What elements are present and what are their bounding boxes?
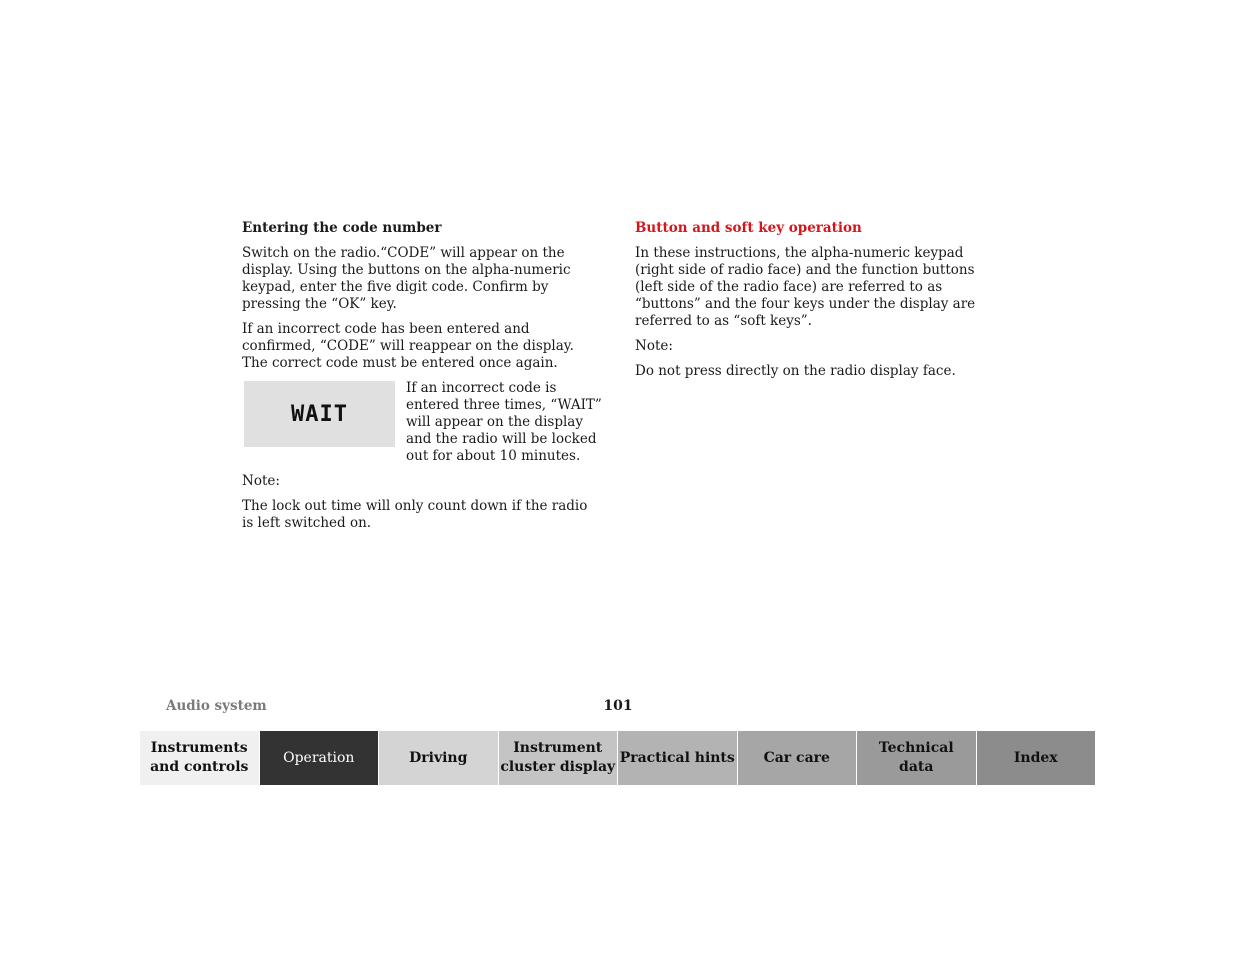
wait-description: If an incorrect code is entered three times, “WAIT” will appear on the display and the radio will be locked out for about 10 minutes.	[406, 380, 602, 464]
tab-practical-hints[interactable]: Practical hints	[618, 731, 738, 785]
tab-instruments-and-controls[interactable]: Instruments and controls	[140, 731, 260, 785]
chapter-tab-bar	[140, 731, 1095, 785]
display-face-note: Do not press directly on the radio display face.	[635, 363, 956, 379]
note-label: Note:	[635, 338, 673, 354]
lockout-note: The lock out time will only count down if the radio is left switched on.	[242, 498, 588, 531]
incorrect-code-paragraph: If an incorrect code has been entered and confirmed, “CODE” will reappear on the display. The correct code must be entered once again.	[242, 321, 574, 371]
code-entry-paragraph: Switch on the radio.“CODE” will appear on the display. Using the buttons on the alpha-numeric keypad, enter the five digit code. Confirm by pressing the “OK” key.	[242, 245, 571, 312]
tab-technical-data[interactable]: Technical data	[857, 731, 977, 785]
tab-operation[interactable]: Operation	[260, 731, 380, 785]
right-column	[635, 220, 995, 388]
tab-driving[interactable]: Driving	[379, 731, 499, 785]
section-heading-code-number: Entering the code number	[242, 220, 442, 236]
tab-car-care[interactable]: Car care	[738, 731, 858, 785]
tab-instrument-cluster-display[interactable]: Instrument cluster display	[499, 731, 619, 785]
section-heading-soft-keys: Button and soft key operation	[635, 220, 862, 236]
note-label: Note:	[242, 473, 280, 489]
page-number: 101	[603, 698, 633, 714]
wait-figure-row	[242, 380, 602, 465]
radio-display-illustration	[244, 381, 395, 447]
left-column	[242, 220, 602, 540]
display-wait-text: WAIT	[291, 401, 348, 427]
section-label: Audio system	[166, 698, 267, 714]
tab-index[interactable]: Index	[977, 731, 1096, 785]
soft-key-paragraph: In these instructions, the alpha-numeric keypad (right side of radio face) and the function buttons (left side of the radio face) are referred to as “buttons” and the four keys under the display are referred to as “soft keys”.	[635, 245, 976, 329]
